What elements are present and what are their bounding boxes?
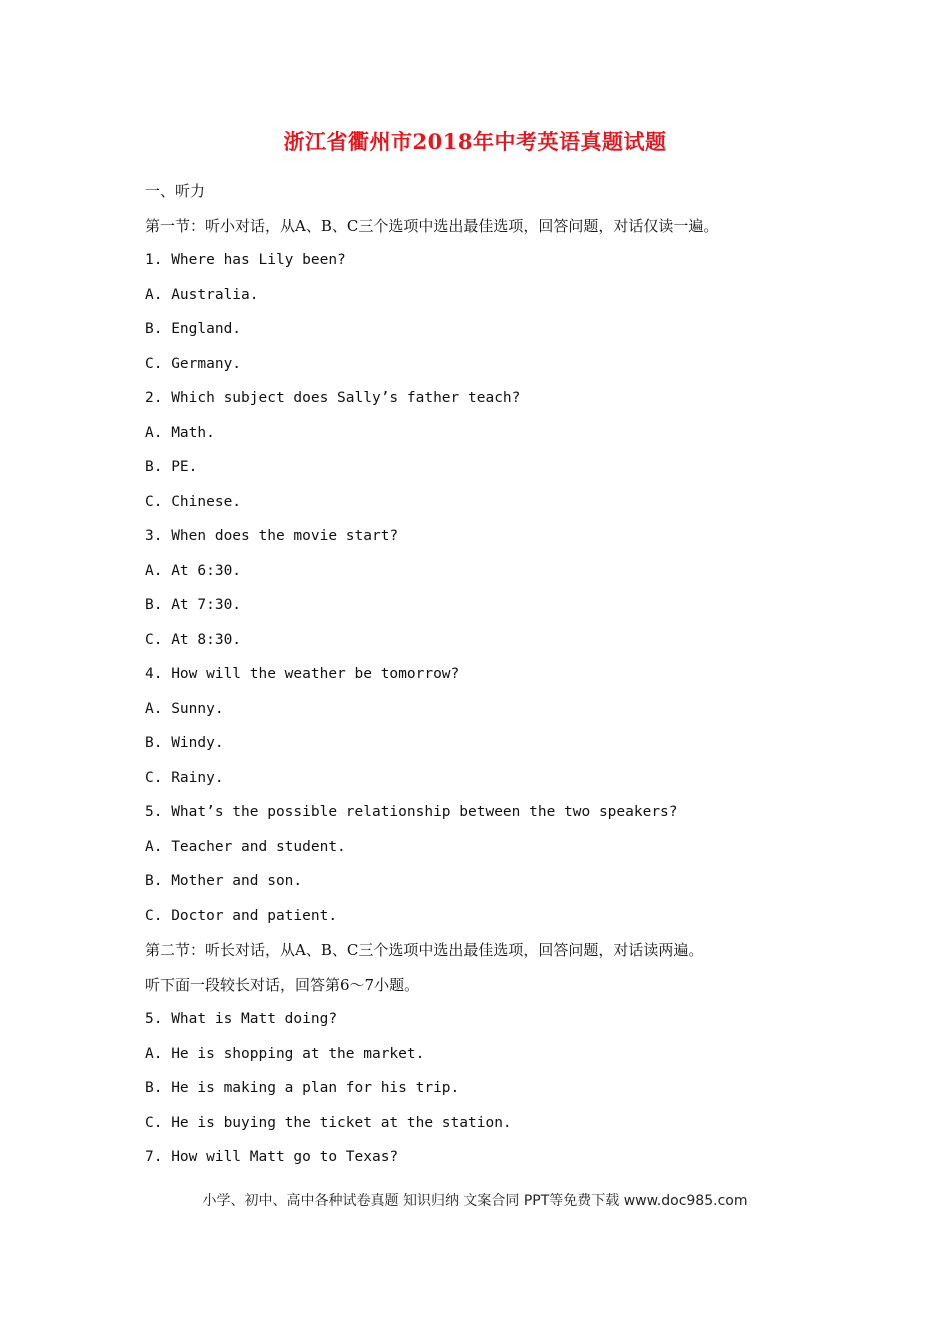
text-line: C. Chinese. xyxy=(145,493,242,510)
text-line: A. At 6:30. xyxy=(145,562,242,579)
text-line: C. Germany. xyxy=(145,355,242,372)
text-line: 7. How will Matt go to Texas? xyxy=(145,1149,399,1165)
text-line: B. PE. xyxy=(145,459,198,475)
text-line: A. Sunny. xyxy=(145,700,224,717)
text-line: 第一节：听小对话，从A、B、C三个选项中选出最佳选项，回答问题，对话仅读一遍。 xyxy=(145,216,719,235)
text-line: C. Rainy. xyxy=(145,769,224,786)
text-line: A. Teacher and student. xyxy=(145,838,346,855)
text-line: B. Mother and son. xyxy=(145,873,303,889)
text-line: 4. How will the weather be tomorrow? xyxy=(145,666,460,682)
text-line: 5. What’s the possible relationship between the two speakers? xyxy=(145,804,678,820)
text-line: 听下面一段较长对话，回答第6～7小题。 xyxy=(145,975,420,994)
text-line: C. Doctor and patient. xyxy=(145,907,338,924)
text-line: 2. Which subject does Sally’s father teach? xyxy=(145,390,521,406)
text-line: A. He is shopping at the market. xyxy=(145,1045,425,1062)
text-line: A. Australia. xyxy=(145,286,259,303)
text-line: C. At 8:30. xyxy=(145,631,242,648)
text-line: B. He is making a plan for his trip. xyxy=(145,1080,460,1096)
document-title: 浙江省衢州市2018年中考英语真题试题 xyxy=(283,129,667,154)
footer-banner: 小学、初中、高中各种试卷真题 知识归纳 文案合同 PPT等免费下载 www.doc985.com xyxy=(202,1193,748,1209)
text-line: B. England. xyxy=(145,321,242,337)
text-line: 1. Where has Lily been? xyxy=(145,252,346,268)
text-line: B. Windy. xyxy=(145,735,224,751)
text-line: A. Math. xyxy=(145,424,215,441)
text-line: C. He is buying the ticket at the station. xyxy=(145,1114,512,1131)
text-line: 第二节：听长对话，从A、B、C三个选项中选出最佳选项，回答问题，对话读两遍。 xyxy=(145,941,704,959)
question-lines xyxy=(145,178,845,1179)
text-line: 一、听力 xyxy=(145,182,206,200)
text-line: 5. What is Matt doing? xyxy=(145,1011,338,1027)
text-line: 3. When does the movie start? xyxy=(145,528,399,544)
text-line: B. At 7:30. xyxy=(145,597,242,613)
